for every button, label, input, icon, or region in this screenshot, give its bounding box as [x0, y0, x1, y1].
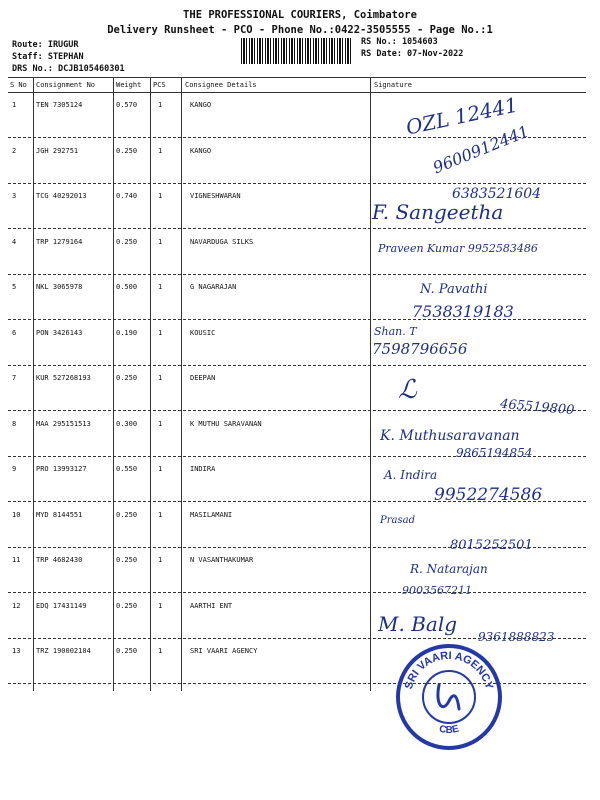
signature: 7538319183	[412, 302, 514, 321]
column-divider	[181, 77, 182, 691]
consignee-cell: K MUTHU SARAVANAN	[190, 419, 262, 428]
signature: Prasad	[380, 515, 415, 526]
weight-cell: 0.190	[116, 328, 138, 337]
signature: 9865194854	[456, 446, 533, 460]
sno-cell: 5	[12, 283, 17, 291]
weight-cell: 0.250	[116, 556, 138, 564]
col-sno-header: S No	[10, 81, 27, 89]
pcs-cell: 1	[158, 419, 163, 428]
consignee-cell: INDIRA	[190, 465, 216, 473]
signature: A. Indira	[384, 468, 438, 482]
signature: 6383521604	[452, 186, 542, 202]
pcs-cell: 1	[158, 601, 163, 610]
weight-cell: 0.250	[116, 647, 138, 655]
signature: 9952274586	[434, 485, 543, 505]
signature: 9361888823	[478, 630, 555, 644]
consignment-cell: PON 3426143	[36, 328, 83, 337]
pcs-cell: 1	[158, 192, 163, 200]
signature: N. Pavathi	[420, 282, 488, 297]
consignee-cell: AARTHI ENT	[190, 601, 233, 610]
consignment-cell: PRO 13993127	[36, 465, 87, 473]
rs-date: RS Date: 07-Nov-2022	[361, 49, 464, 59]
signature: 9600912441	[430, 121, 532, 178]
weight-cell: 0.300	[116, 419, 138, 428]
consignee-cell: VIGNESHWARAN	[190, 192, 241, 200]
stamp-bottom-text: CBE	[437, 723, 461, 737]
row-divider	[8, 365, 586, 366]
sno-cell: 1	[12, 101, 17, 109]
sno-cell: 9	[12, 465, 17, 473]
consignment-cell: MYD 8144551	[36, 510, 83, 519]
sno-cell: 2	[12, 146, 17, 155]
col-consignment-header: Consignment No	[36, 81, 96, 89]
pcs-cell: 1	[158, 556, 163, 564]
pcs-cell: 1	[158, 283, 163, 291]
consignee-cell: NAVARDUGA SILKS	[190, 237, 254, 246]
col-pcs-header: PCS	[153, 81, 166, 89]
signature-scribble: ℒ	[398, 375, 417, 405]
pcs-cell: 1	[158, 465, 163, 473]
route-label: Route: IRUGUR	[12, 40, 79, 50]
company-title: THE PROFESSIONAL COURIERS, Coimbatore	[183, 9, 417, 21]
pcs-cell: 1	[158, 374, 163, 382]
weight-cell: 0.250	[116, 510, 138, 519]
column-divider	[370, 77, 371, 691]
consignment-cell: TEN 7305124	[36, 101, 83, 109]
col-signature-header: Signature	[374, 81, 412, 89]
pcs-cell: 1	[158, 510, 163, 519]
signature: M. Balg	[378, 612, 458, 636]
signature: Praveen Kumar 9952583486	[378, 242, 538, 255]
consignee-cell: G NAGARAJAN	[190, 283, 237, 291]
sno-cell: 3	[12, 192, 17, 200]
row-divider	[8, 228, 586, 229]
consignment-cell: TCG 40292013	[36, 192, 87, 200]
consignee-cell: SRI VAARI AGENCY	[190, 647, 258, 655]
weight-cell: 0.250	[116, 374, 138, 382]
weight-cell: 0.250	[116, 237, 138, 246]
drs-number: DRS No.: DCJB105460301	[12, 64, 125, 74]
signature: OZL 12441	[403, 92, 520, 140]
weight-cell: 0.500	[116, 283, 138, 291]
sno-cell: 10	[12, 510, 21, 519]
signature: 8015252501	[450, 538, 533, 553]
signature: Shan. T	[374, 325, 417, 338]
pcs-cell: 1	[158, 101, 163, 109]
weight-cell: 0.740	[116, 192, 138, 200]
pcs-cell: 1	[158, 146, 163, 155]
consignment-cell: MAA 295151513	[36, 419, 91, 428]
pcs-cell: 1	[158, 647, 163, 655]
signature: R. Natarajan	[410, 562, 488, 576]
consignee-cell: KANGO	[190, 146, 212, 155]
consignment-cell: NKL 3065978	[36, 283, 83, 291]
staff-label: Staff: STEPHAN	[12, 52, 84, 62]
consignee-cell: DEEPAN	[190, 374, 216, 382]
consignee-cell: N VASANTHAKUMAR	[190, 556, 254, 564]
consignment-cell: JGH 292751	[36, 146, 79, 155]
col-weight-header: Weight	[116, 81, 142, 89]
runsheet-title: Delivery Runsheet - PCO - Phone No.:0422-3505555 - Page No.:1	[107, 24, 493, 36]
sno-cell: 6	[12, 328, 17, 337]
consignment-cell: TRP 4682430	[36, 556, 83, 564]
consignee-cell: KANGO	[190, 101, 212, 109]
column-divider	[113, 77, 114, 691]
consignee-cell: KOUSIC	[190, 328, 216, 337]
sno-cell: 8	[12, 419, 17, 428]
signature: 465519800	[499, 396, 575, 419]
sno-cell: 13	[12, 647, 21, 655]
column-divider	[150, 77, 151, 691]
row-divider	[8, 592, 586, 593]
signature: F. Sangeetha	[372, 200, 504, 224]
consignment-cell: KUR 527268193	[36, 374, 91, 382]
consignment-cell: TRP 1279164	[36, 237, 83, 246]
consignment-cell: EDQ 17431149	[36, 601, 87, 610]
row-divider	[8, 183, 586, 184]
row-divider	[8, 274, 586, 275]
weight-cell: 0.250	[116, 146, 138, 155]
col-consignee-header: Consignee Details	[185, 81, 257, 89]
signature: K. Muthusaravanan	[380, 428, 520, 444]
sno-cell: 11	[12, 556, 21, 564]
weight-cell: 0.250	[116, 601, 138, 610]
signature: 7598796656	[372, 340, 468, 358]
consignee-cell: MASILAMANI	[190, 510, 233, 519]
sno-cell: 4	[12, 237, 17, 246]
svg-text:CBE	[438, 723, 460, 736]
rs-number: RS No.: 1054603	[361, 37, 438, 47]
table-top-rule	[8, 77, 586, 78]
consignment-cell: TRZ 190002104	[36, 647, 91, 655]
header-rule	[8, 92, 586, 93]
pcs-cell: 1	[158, 237, 163, 246]
weight-cell: 0.550	[116, 465, 138, 473]
column-divider	[33, 77, 34, 691]
weight-cell: 0.570	[116, 101, 138, 109]
sno-cell: 7	[12, 374, 17, 382]
signature: 9003567211	[402, 584, 472, 597]
barcode-image	[241, 38, 353, 64]
stamp-top-text: SRI VAARI AGENCY	[402, 649, 496, 691]
company-stamp-icon	[395, 643, 503, 751]
pcs-cell: 1	[158, 328, 163, 337]
sno-cell: 12	[12, 601, 21, 610]
